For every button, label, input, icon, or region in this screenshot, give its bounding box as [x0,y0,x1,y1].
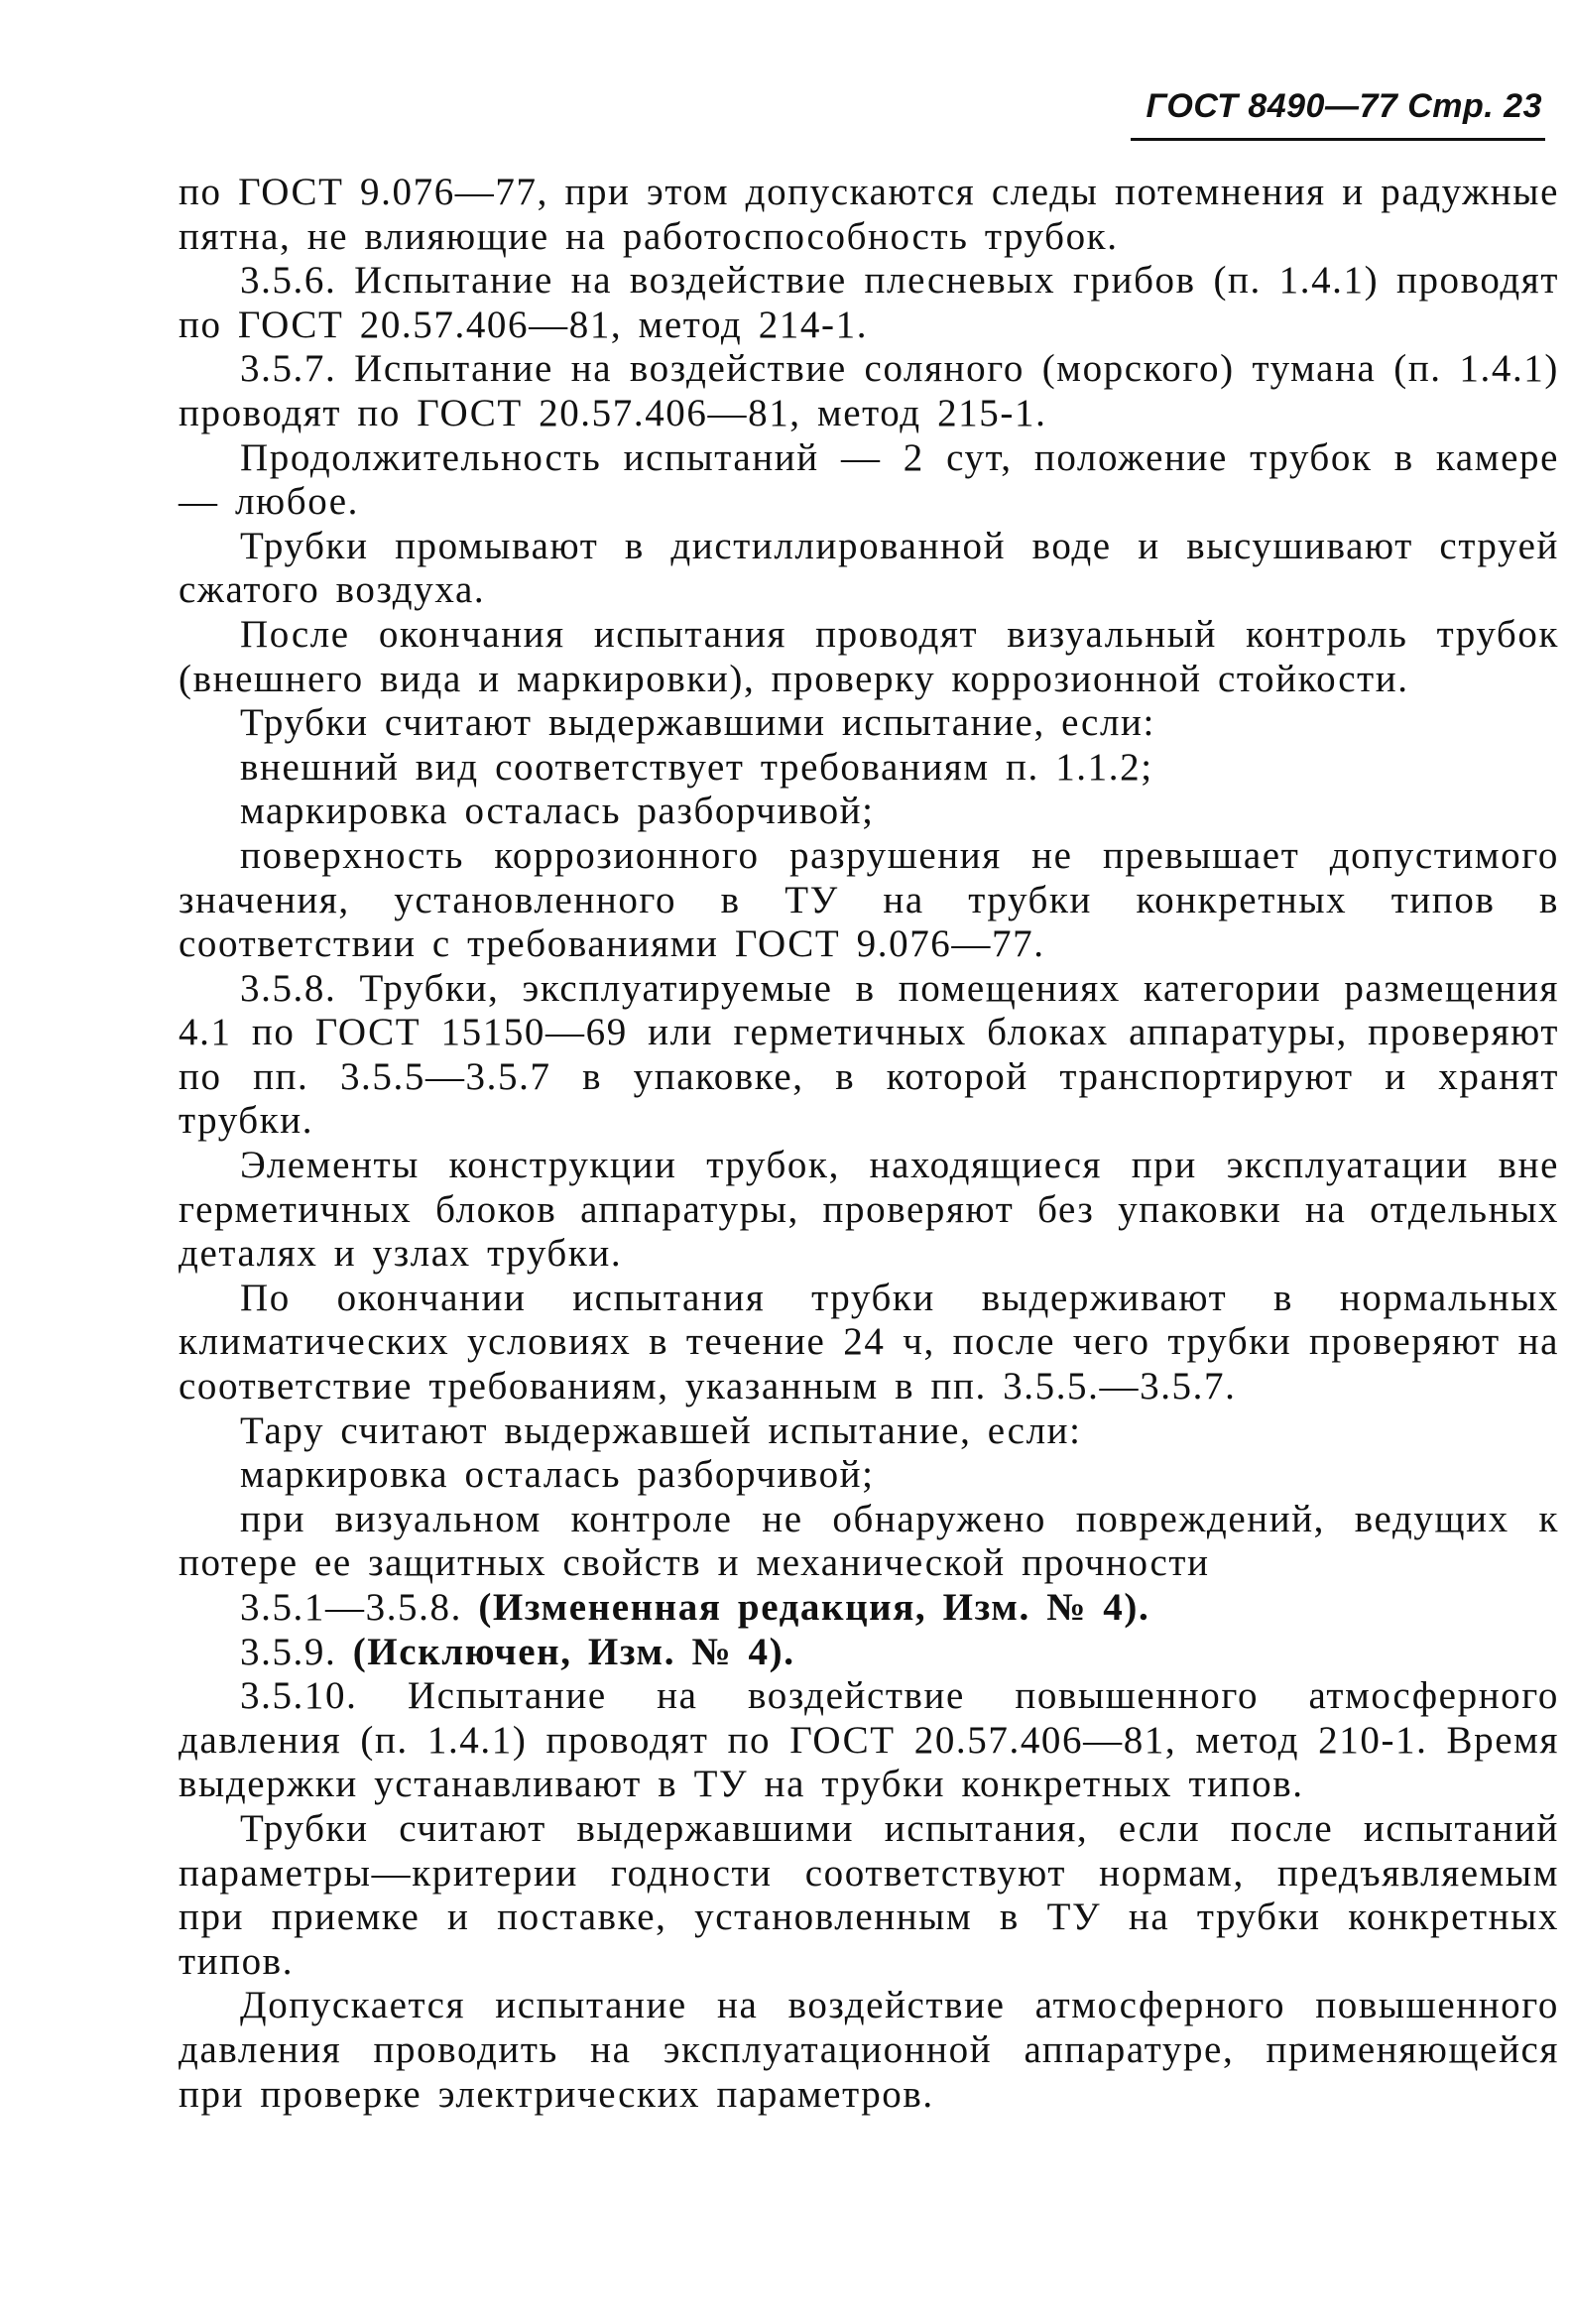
paragraph: поверхность коррозионного разрушения не превышает допустимого значения, установленного в ТУ на трубки конкретных типов в соответствии с требованиями ГОСТ 9.076—77. [179,833,1559,966]
paragraph: Трубки считают выдержавшими испытание, если: [240,701,1155,745]
paragraph: 3.5.6. Испытание на воздействие плесневых грибов (п. 1.4.1) проводят по ГОСТ 20.57.406—81, метод 214-1. [179,259,1559,346]
paragraph: Трубки промывают в дистиллированной воде и высушивают струей сжатого воздуха. [179,524,1559,612]
paragraph: Элементы конструкции трубок, находящиеся при эксплуатации вне герметичных блоков аппаратуры, проверяют без упаковки на отдельных деталях и узлах трубки. [179,1144,1559,1276]
paragraph: 3.5.8. Трубки, эксплуатируемые в помещениях категории размещения 4.1 по ГОСТ 15150—69 или герметичных блоках аппаратуры, проверяют по пп. 3.5.5—3.5.7 в упаковке, в которой транспортируют и хранят трубки. [179,966,1559,1143]
amendment-ref: 3.5.1—3.5.8. [240,1586,462,1629]
paragraph: маркировка осталась разборчивой; [240,790,875,833]
document-body [179,171,1559,2117]
paragraph: по ГОСТ 9.076—77, при этом допускаются следы потемнения и радужные пятна, не влияющие на работоспособность трубок. [179,171,1559,258]
paragraph: маркировка осталась разборчивой; [240,1453,875,1497]
paragraph: Тару считают выдержавшей испытание, если: [240,1408,1082,1452]
paragraph: После окончания испытания проводят визуальный контроль трубок (внешнего вида и маркировки), проверку коррозионной стойкости. [179,612,1559,700]
amendment-text: (Исключен, Изм. № 4). [352,1630,795,1673]
paragraph: Продолжительность испытаний — 2 сут, положение трубок в камере — любое. [179,435,1559,524]
amendment-text: (Измененная редакция, Изм. № 4). [478,1586,1150,1629]
header-rule [1131,138,1545,141]
paragraph: Допускается испытание на воздействие атмосферного повышенного давления проводить на эксплуатационной аппаратуре, применяющейся при проверке электрических параметров. [179,1984,1559,2116]
paragraph: По окончании испытания трубки выдерживают в нормальных климатических условиях в течение 24 ч, после чего трубки проверяют на соответствие требованиям, указанным в пп. 3.5.5.—3.5.7. [179,1276,1559,1408]
paragraph: Трубки считают выдержавшими испытания, если после испытаний параметры—критерии годности соответствуют нормам, предъявляемым при приемке и поставке, установленным в ТУ на трубки конкретных типов. [179,1806,1559,1983]
paragraph: 3.5.10. Испытание на воздействие повышенного атмосферного давления (п. 1.4.1) проводят по ГОСТ 20.57.406—81, метод 210-1. Время выдержки устанавливают в ТУ на трубки конкретных типов. [179,1674,1559,1806]
page-header: ГОСТ 8490—77 Стр. 23 [1146,87,1542,125]
paragraph: при визуальном контроле не обнаружено повреждений, ведущих к потере ее защитных свойств и механической прочности [179,1497,1559,1585]
amendment-note [179,1586,1559,1631]
paragraph: 3.5.7. Испытание на воздействие соляного (морского) тумана (п. 1.4.1) проводят по ГОСТ 20.57.406—81, метод 215-1. [179,347,1559,434]
amendment-ref: 3.5.9. [240,1630,337,1673]
amendment-note [179,1631,1559,1675]
paragraph: внешний вид соответствует требованиям п. 1.1.2; [240,745,1153,789]
